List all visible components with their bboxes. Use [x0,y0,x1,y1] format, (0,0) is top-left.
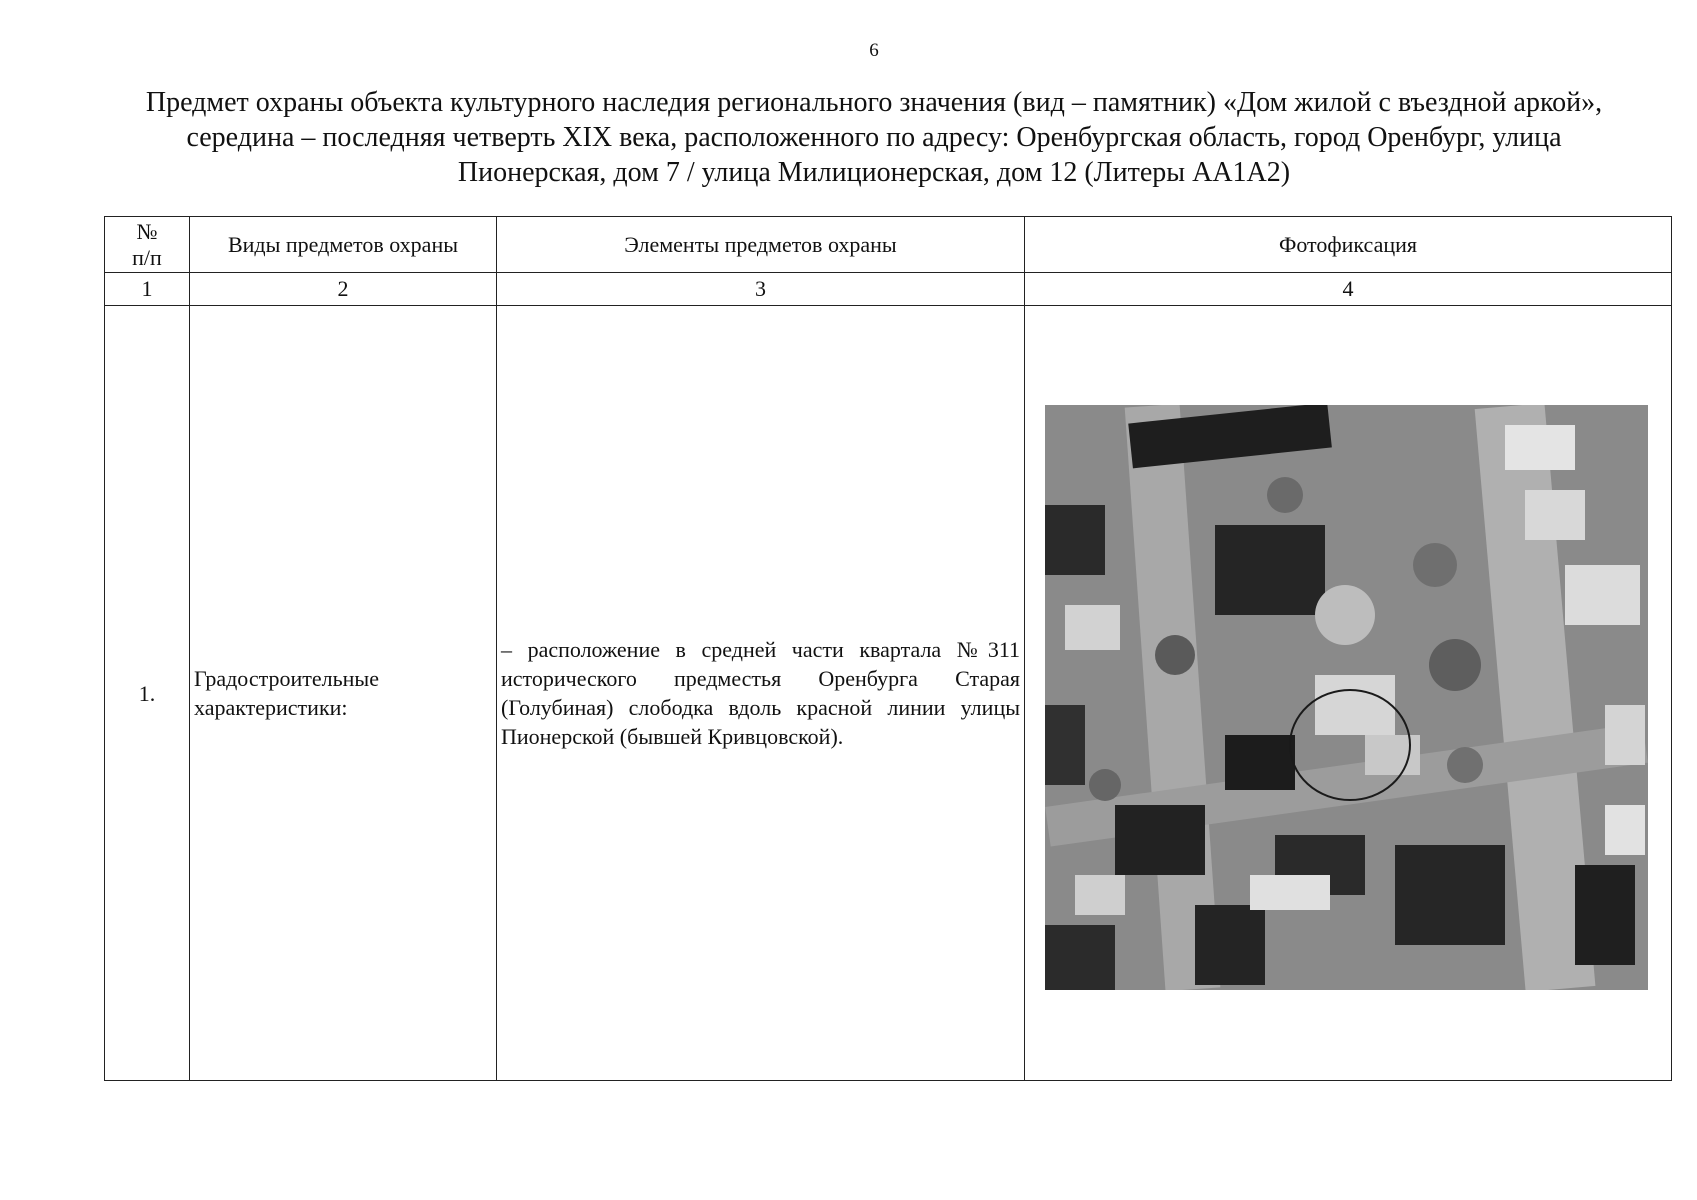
column-number: 4 [1025,273,1672,306]
title-line-1: Предмет охраны объекта культурного наследия регионального значения (вид – памятник) «Дом жилой с въездной аркой», [145,87,1603,118]
row-number: 1. [105,306,190,1081]
table-row [105,306,1672,1081]
row-type: Градостроительные характеристики: [190,306,497,1081]
header-elements: Элементы предметов охраны [497,217,1025,273]
column-number: 2 [190,273,497,306]
header-photo: Фотофиксация [1025,217,1672,273]
table-header-row [105,217,1672,273]
title-line-3: Пионерская, дом 7 / улица Милиционерская, дом 12 (Литеры АА1А2) [457,157,1291,188]
document-title [100,85,1648,190]
header-num-line-1: № [136,218,158,244]
column-number-row [105,273,1672,306]
column-number: 1 [105,273,190,306]
aerial-photo [1045,405,1648,990]
header-num [105,217,190,273]
row-photo-cell [1025,306,1672,1081]
row-elements: – расположение в средней части квартала №311 исторического предместья Оренбурга Старая (Голубиная) слободка вдоль красной линии улицы Пионерской (бывшей Кривцовской). [497,306,1025,1081]
page-number: 6 [869,40,879,61]
title-line-2: середина – последняя четверть XIX века, расположенного по адресу: Оренбургская область, город Оренбург, улица [186,122,1562,153]
column-number: 3 [497,273,1025,306]
header-num-line-2: п/п [132,244,162,270]
header-types: Виды предметов охраны [190,217,497,273]
protection-table [104,216,1672,1081]
